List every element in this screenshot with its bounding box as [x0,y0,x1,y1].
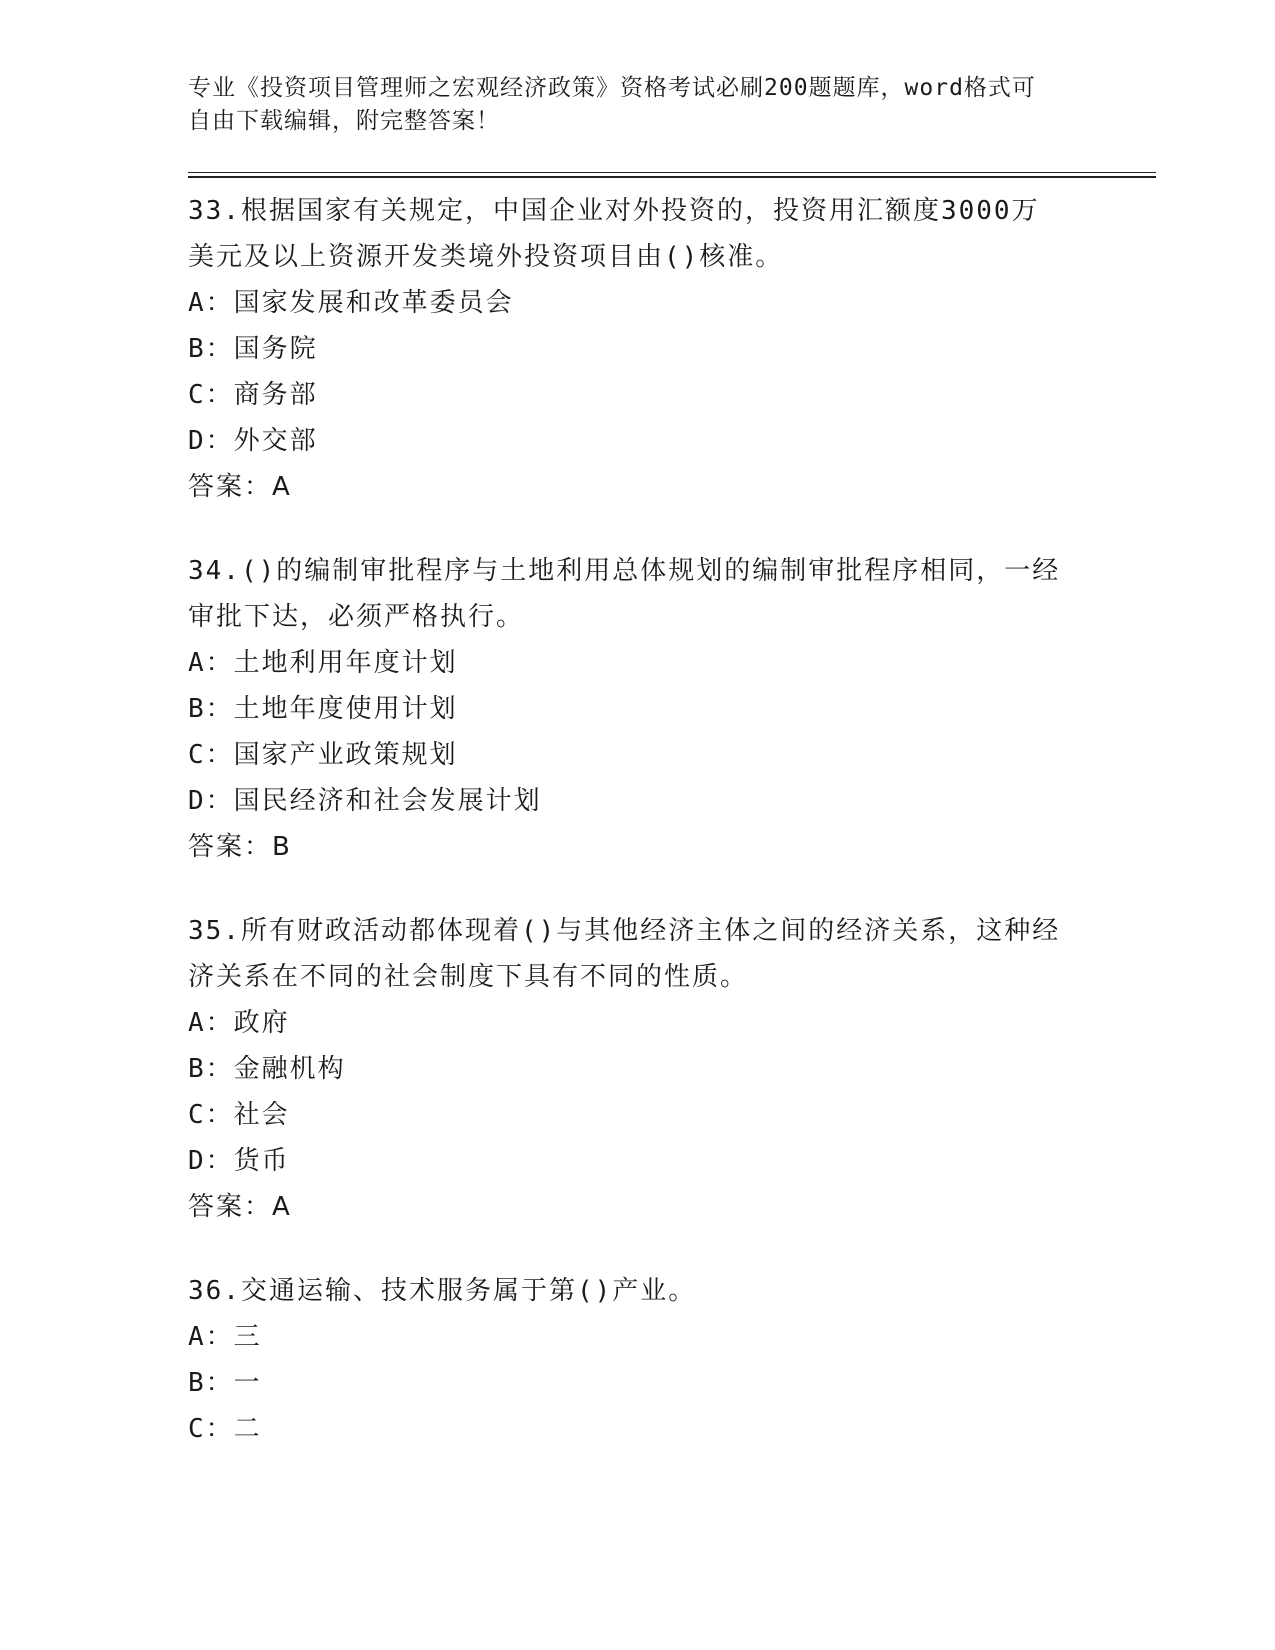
option-a: A：国家发展和改革委员会 [188,288,514,318]
question-36 [188,1268,1088,1452]
option-c: C：二 [188,1414,262,1444]
option-a: A：土地利用年度计划 [188,648,458,678]
question-stem-line: 33.根据国家有关规定，中国企业对外投资的，投资用汇额度3000万 [188,196,1040,226]
answer-label: 答案： [188,1192,273,1222]
question-34 [188,548,1088,870]
question-35 [188,908,1088,1230]
question-stem-line: 34.()的编制审批程序与土地利用总体规划的编制审批程序相同，一经 [188,556,1061,586]
option-c: C：社会 [188,1100,290,1130]
answer-value: A [272,1192,292,1222]
question-stem-line: 36.交通运输、技术服务属于第()产业。 [188,1276,697,1306]
question-stem-line: 美元及以上资源开发类境外投资项目由()核准。 [188,242,784,272]
option-a: A：政府 [188,1008,290,1038]
option-d: D：货币 [188,1146,290,1176]
option-a: A：三 [188,1322,262,1352]
option-b: B：金融机构 [188,1054,346,1084]
option-b: B：国务院 [188,334,318,364]
answer-label: 答案： [188,832,273,862]
question-stem-line: 济关系在不同的社会制度下具有不同的性质。 [188,962,749,992]
header-divider-thick [188,176,1156,178]
answer-line [188,824,1088,870]
answer-label: 答案： [188,472,273,502]
answer-value: A [272,472,292,502]
option-d: D：外交部 [188,426,318,456]
answer-line [188,464,1088,510]
header-line-1: 专业《投资项目管理师之宏观经济政策》资格考试必刷200题题库，word格式可 [188,75,1036,101]
question-stem-line: 35.所有财政活动都体现着()与其他经济主体之间的经济关系，这种经 [188,916,1061,946]
question-list [188,188,1088,1470]
answer-value: B [272,832,292,862]
header-line-2: 自由下载编辑，附完整答案！ [188,108,500,134]
option-b: B：土地年度使用计划 [188,694,458,724]
question-33 [188,188,1088,510]
option-c: C：商务部 [188,380,318,410]
option-d: D：国民经济和社会发展计划 [188,786,542,816]
header-divider-thin [188,172,1156,173]
document-header [188,72,1068,138]
option-c: C：国家产业政策规划 [188,740,458,770]
answer-line [188,1184,1088,1230]
question-stem-line: 审批下达，必须严格执行。 [188,602,525,632]
option-b: B：一 [188,1368,262,1398]
